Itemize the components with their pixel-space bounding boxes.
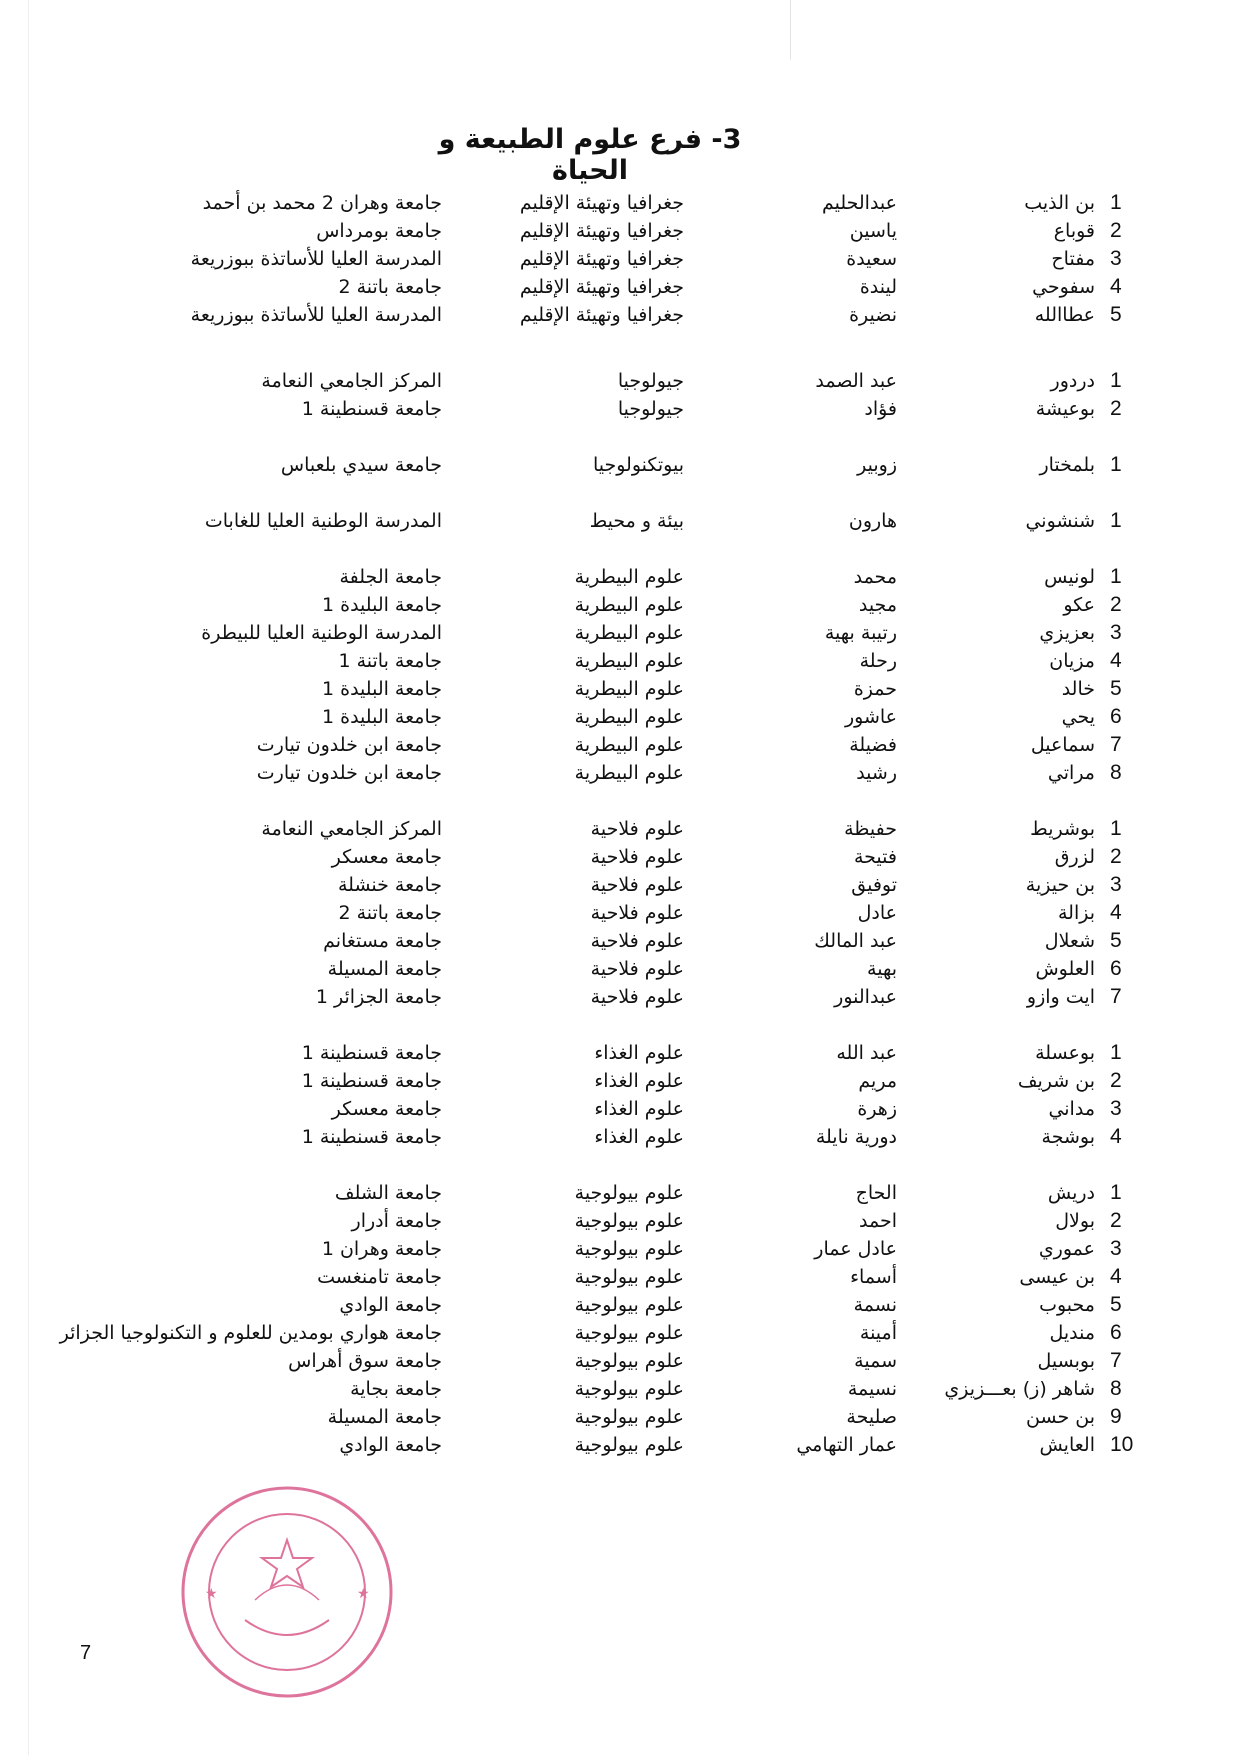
institution: جامعة المسيلة bbox=[327, 958, 442, 980]
scan-fold-line bbox=[790, 0, 791, 60]
first-name: عمار التهامي bbox=[796, 1434, 897, 1456]
institution: جامعة ابن خلدون تيارت bbox=[256, 734, 442, 756]
specialty: علوم الغذاء bbox=[594, 1126, 684, 1148]
last-name: بلمختار bbox=[1039, 454, 1095, 476]
specialty: علوم بيولوجية bbox=[574, 1434, 684, 1456]
table-row bbox=[0, 272, 1240, 302]
row-number: 1 bbox=[1110, 509, 1122, 532]
institution: جامعة البليدة 1 bbox=[322, 706, 442, 728]
institution: جامعة باتنة 2 bbox=[338, 902, 442, 924]
institution: جامعة وهران 1 bbox=[321, 1238, 442, 1260]
institution: المدرسة الوطنية العليا للغابات bbox=[204, 510, 442, 532]
institution: جامعة البليدة 1 bbox=[322, 594, 442, 616]
last-name: بولال bbox=[1055, 1210, 1095, 1232]
first-name: أمينة bbox=[859, 1322, 897, 1344]
official-stamp-icon bbox=[175, 1480, 400, 1705]
specialty: علوم الغذاء bbox=[594, 1070, 684, 1092]
specialty: علوم بيولوجية bbox=[574, 1294, 684, 1316]
row-number: 2 bbox=[1110, 219, 1122, 242]
table-row bbox=[0, 1122, 1240, 1152]
institution: جامعة الوادي bbox=[339, 1434, 442, 1456]
first-name: الحاج bbox=[855, 1182, 897, 1204]
specialty: علوم البيطرية bbox=[574, 622, 684, 644]
table-row bbox=[0, 590, 1240, 620]
row-number: 5 bbox=[1110, 677, 1122, 700]
first-name: سمية bbox=[854, 1350, 897, 1372]
last-name: بعزيزي bbox=[1039, 622, 1095, 644]
row-number: 10 bbox=[1110, 1433, 1134, 1456]
institution: جامعة معسكر bbox=[331, 846, 442, 868]
row-number: 5 bbox=[1110, 303, 1122, 326]
table-row bbox=[0, 1262, 1240, 1292]
table-row bbox=[0, 1066, 1240, 1096]
last-name: بوعيشة bbox=[1035, 398, 1095, 420]
first-name: عبد الله bbox=[836, 1042, 897, 1064]
specialty: علوم الغذاء bbox=[594, 1042, 684, 1064]
specialty: علوم البيطرية bbox=[574, 706, 684, 728]
table-row bbox=[0, 1402, 1240, 1432]
row-number: 8 bbox=[1110, 1377, 1122, 1400]
table-row bbox=[0, 1346, 1240, 1376]
first-name: نسمة bbox=[853, 1294, 897, 1316]
last-name: شعلال bbox=[1044, 930, 1095, 952]
row-number: 4 bbox=[1110, 901, 1122, 924]
table-row bbox=[0, 1318, 1240, 1348]
specialty: جغرافيا وتهيئة الإقليم bbox=[519, 220, 684, 242]
table-row bbox=[0, 1206, 1240, 1236]
first-name: عادل bbox=[857, 902, 897, 924]
institution: جامعة سيدي بلعباس bbox=[280, 454, 442, 476]
last-name: مراتي bbox=[1047, 762, 1095, 784]
last-name: عطاالله bbox=[1034, 304, 1095, 326]
last-name: بوشجة bbox=[1041, 1126, 1095, 1148]
row-number: 3 bbox=[1110, 247, 1122, 270]
specialty: علوم فلاحية bbox=[590, 902, 684, 924]
row-number: 2 bbox=[1110, 1209, 1122, 1232]
row-number: 2 bbox=[1110, 397, 1122, 420]
last-name: دريش bbox=[1047, 1182, 1095, 1204]
first-name: محمد bbox=[853, 566, 897, 588]
last-name: دردور bbox=[1050, 370, 1095, 392]
institution: جامعة ابن خلدون تيارت bbox=[256, 762, 442, 784]
institution: المدرسة الوطنية العليا للبيطرة bbox=[201, 622, 442, 644]
institution: جامعة المسيلة bbox=[327, 1406, 442, 1428]
specialty: علوم البيطرية bbox=[574, 650, 684, 672]
row-number: 4 bbox=[1110, 1125, 1122, 1148]
first-name: هارون bbox=[848, 510, 897, 532]
last-name: يحي bbox=[1061, 706, 1095, 728]
section-title: 3- فرع علوم الطبيعة و الحياة bbox=[438, 124, 742, 186]
specialty: علوم فلاحية bbox=[590, 846, 684, 868]
table-row bbox=[0, 188, 1240, 218]
table-row bbox=[0, 1178, 1240, 1208]
table-row bbox=[0, 366, 1240, 396]
last-name: قوباع bbox=[1053, 220, 1095, 242]
table-row bbox=[0, 562, 1240, 592]
institution: جامعة قسنطينة 1 bbox=[301, 1070, 442, 1092]
table-row bbox=[0, 674, 1240, 704]
institution: جامعة سوق أهراس bbox=[288, 1350, 442, 1372]
last-name: بوعسلة bbox=[1035, 1042, 1095, 1064]
first-name: رحلة bbox=[859, 650, 897, 672]
row-number: 6 bbox=[1110, 1321, 1122, 1344]
first-name: عبدالنور bbox=[834, 986, 897, 1008]
first-name: ياسين bbox=[849, 220, 897, 242]
last-name: بن شريف bbox=[1017, 1070, 1095, 1092]
last-name: بزالة bbox=[1057, 902, 1095, 924]
row-number: 1 bbox=[1110, 369, 1122, 392]
row-number: 3 bbox=[1110, 1237, 1122, 1260]
institution: جامعة الجلفة bbox=[339, 566, 442, 588]
specialty: علوم فلاحية bbox=[590, 818, 684, 840]
specialty: جغرافيا وتهيئة الإقليم bbox=[519, 276, 684, 298]
last-name: عموري bbox=[1038, 1238, 1095, 1260]
institution: جامعة باتنة 1 bbox=[338, 650, 442, 672]
row-number: 3 bbox=[1110, 873, 1122, 896]
first-name: فتيحة bbox=[853, 846, 897, 868]
row-number: 6 bbox=[1110, 957, 1122, 980]
row-number: 7 bbox=[1110, 985, 1122, 1008]
institution: جامعة معسكر bbox=[331, 1098, 442, 1120]
first-name: عبد المالك bbox=[814, 930, 897, 952]
first-name: احمد bbox=[859, 1210, 897, 1232]
first-name: دورية نايلة bbox=[815, 1126, 897, 1148]
last-name: مفتاح bbox=[1051, 248, 1095, 270]
table-row bbox=[0, 954, 1240, 984]
row-number: 4 bbox=[1110, 275, 1122, 298]
last-name: مداني bbox=[1048, 1098, 1095, 1120]
table-row bbox=[0, 1430, 1240, 1460]
first-name: زهرة bbox=[857, 1098, 897, 1120]
specialty: جغرافيا وتهيئة الإقليم bbox=[519, 192, 684, 214]
last-name: سفوحي bbox=[1032, 276, 1095, 298]
last-name: بوشريط bbox=[1030, 818, 1095, 840]
row-number: 1 bbox=[1110, 1181, 1122, 1204]
specialty: علوم البيطرية bbox=[574, 594, 684, 616]
row-number: 6 bbox=[1110, 705, 1122, 728]
first-name: عاشور bbox=[844, 706, 897, 728]
specialty: علوم البيطرية bbox=[574, 762, 684, 784]
last-name: سماعيل bbox=[1030, 734, 1095, 756]
institution: جامعة بومرداس bbox=[316, 220, 442, 242]
first-name: فضيلة bbox=[849, 734, 897, 756]
row-number: 8 bbox=[1110, 761, 1122, 784]
row-number: 1 bbox=[1110, 565, 1122, 588]
last-name: بن حسن bbox=[1026, 1406, 1095, 1428]
last-name: شاهر (ز) بعـــزيزي bbox=[944, 1378, 1095, 1400]
institution: جامعة خنشلة bbox=[337, 874, 442, 896]
institution: جامعة تامنغست bbox=[317, 1266, 442, 1288]
first-name: رشيد bbox=[856, 762, 897, 784]
row-number: 4 bbox=[1110, 1265, 1122, 1288]
institution: جامعة البليدة 1 bbox=[322, 678, 442, 700]
row-number: 5 bbox=[1110, 1293, 1122, 1316]
first-name: زوبير bbox=[857, 454, 897, 476]
institution: المركز الجامعي النعامة bbox=[261, 818, 442, 840]
row-number: 2 bbox=[1110, 845, 1122, 868]
specialty: جيولوجيا bbox=[617, 370, 684, 392]
institution: جامعة باتنة 2 bbox=[338, 276, 442, 298]
specialty: علوم البيطرية bbox=[574, 566, 684, 588]
row-number: 1 bbox=[1110, 191, 1122, 214]
row-number: 5 bbox=[1110, 929, 1122, 952]
table-row bbox=[0, 842, 1240, 872]
last-name: بن عيسى bbox=[1019, 1266, 1095, 1288]
table-row bbox=[0, 1234, 1240, 1264]
institution: المدرسة العليا للأساتذة ببوزريعة bbox=[190, 248, 442, 270]
table-row bbox=[0, 1290, 1240, 1320]
specialty: جيولوجيا bbox=[617, 398, 684, 420]
row-number: 1 bbox=[1110, 817, 1122, 840]
table-row bbox=[0, 758, 1240, 788]
table-row bbox=[0, 244, 1240, 274]
first-name: عبد الصمد bbox=[815, 370, 897, 392]
specialty: علوم بيولوجية bbox=[574, 1210, 684, 1232]
specialty: بيوتكنولوجيا bbox=[592, 454, 684, 476]
institution: جامعة الشلف bbox=[334, 1182, 442, 1204]
institution: جامعة قسنطينة 1 bbox=[301, 1126, 442, 1148]
last-name: العلوش bbox=[1035, 958, 1095, 980]
last-name: خالد bbox=[1061, 678, 1095, 700]
last-name: لزرق bbox=[1054, 846, 1095, 868]
svg-text:★: ★ bbox=[205, 1586, 218, 1602]
page-number: 7 bbox=[80, 1642, 92, 1664]
institution: جامعة مستغانم bbox=[323, 930, 442, 952]
first-name: عبدالحليم bbox=[821, 192, 897, 214]
specialty: علوم بيولوجية bbox=[574, 1266, 684, 1288]
specialty: علوم بيولوجية bbox=[574, 1322, 684, 1344]
first-name: توفيق bbox=[851, 874, 897, 896]
specialty: علوم البيطرية bbox=[574, 734, 684, 756]
specialty: جغرافيا وتهيئة الإقليم bbox=[519, 248, 684, 270]
institution: جامعة هواري بومدين للعلوم و التكنولوجيا الجزائر bbox=[59, 1322, 442, 1344]
row-number: 9 bbox=[1110, 1405, 1122, 1428]
first-name: نسيمة bbox=[847, 1378, 897, 1400]
last-name: ايت وازو bbox=[1026, 986, 1095, 1008]
institution: المدرسة العليا للأساتذة ببوزريعة bbox=[190, 304, 442, 326]
table-row bbox=[0, 702, 1240, 732]
first-name: سعيدة bbox=[846, 248, 897, 270]
row-number: 2 bbox=[1110, 593, 1122, 616]
specialty: بيئة و محيط bbox=[589, 510, 684, 532]
table-row bbox=[0, 1374, 1240, 1404]
institution: جامعة قسنطينة 1 bbox=[301, 398, 442, 420]
first-name: حفيظة bbox=[844, 818, 897, 840]
specialty: علوم فلاحية bbox=[590, 958, 684, 980]
row-number: 1 bbox=[1110, 1041, 1122, 1064]
table-row bbox=[0, 506, 1240, 536]
last-name: بوبسيل bbox=[1037, 1350, 1095, 1372]
first-name: حمزة bbox=[853, 678, 897, 700]
specialty: جغرافيا وتهيئة الإقليم bbox=[519, 304, 684, 326]
institution: جامعة أدرار bbox=[351, 1210, 442, 1232]
specialty: علوم بيولوجية bbox=[574, 1182, 684, 1204]
row-number: 3 bbox=[1110, 1097, 1122, 1120]
row-number: 7 bbox=[1110, 733, 1122, 756]
first-name: ليندة bbox=[859, 276, 897, 298]
table-row bbox=[0, 982, 1240, 1012]
row-number: 1 bbox=[1110, 453, 1122, 476]
specialty: علوم فلاحية bbox=[590, 986, 684, 1008]
specialty: علوم بيولوجية bbox=[574, 1378, 684, 1400]
last-name: مزيان bbox=[1049, 650, 1095, 672]
table-row bbox=[0, 898, 1240, 928]
last-name: بن الذيب bbox=[1024, 192, 1095, 214]
specialty: علوم الغذاء bbox=[594, 1098, 684, 1120]
institution: جامعة الوادي bbox=[339, 1294, 442, 1316]
last-name: العايش bbox=[1039, 1434, 1095, 1456]
last-name: شنشوني bbox=[1025, 510, 1095, 532]
institution: جامعة الجزائر 1 bbox=[315, 986, 442, 1008]
specialty: علوم فلاحية bbox=[590, 930, 684, 952]
last-name: منديل bbox=[1049, 1322, 1095, 1344]
institution: جامعة وهران 2 محمد بن أحمد bbox=[202, 192, 442, 214]
table-row bbox=[0, 216, 1240, 246]
last-name: عكو bbox=[1063, 594, 1095, 616]
specialty: علوم بيولوجية bbox=[574, 1238, 684, 1260]
institution: جامعة قسنطينة 1 bbox=[301, 1042, 442, 1064]
row-number: 7 bbox=[1110, 1349, 1122, 1372]
first-name: مجيد bbox=[858, 594, 897, 616]
specialty: علوم بيولوجية bbox=[574, 1406, 684, 1428]
first-name: أسماء bbox=[850, 1266, 897, 1288]
first-name: نضيرة bbox=[849, 304, 897, 326]
first-name: بهية bbox=[867, 958, 897, 980]
specialty: علوم البيطرية bbox=[574, 678, 684, 700]
table-row bbox=[0, 1094, 1240, 1124]
first-name: عادل عمار bbox=[814, 1238, 897, 1260]
last-name: محبوب bbox=[1039, 1294, 1095, 1316]
table-row bbox=[0, 394, 1240, 424]
table-row bbox=[0, 618, 1240, 648]
table-row bbox=[0, 450, 1240, 480]
first-name: رتيبة بهية bbox=[824, 622, 897, 644]
first-name: صليحة bbox=[846, 1406, 897, 1428]
row-number: 3 bbox=[1110, 621, 1122, 644]
last-name: لونيس bbox=[1044, 566, 1095, 588]
table-row bbox=[0, 730, 1240, 760]
table-row bbox=[0, 870, 1240, 900]
table-row bbox=[0, 300, 1240, 330]
institution: المركز الجامعي النعامة bbox=[261, 370, 442, 392]
institution: جامعة بجاية bbox=[350, 1378, 442, 1400]
specialty: علوم فلاحية bbox=[590, 874, 684, 896]
specialty: علوم بيولوجية bbox=[574, 1350, 684, 1372]
table-row bbox=[0, 814, 1240, 844]
last-name: بن حيزية bbox=[1025, 874, 1095, 896]
table-row bbox=[0, 1038, 1240, 1068]
table-row bbox=[0, 646, 1240, 676]
first-name: مريم bbox=[858, 1070, 897, 1092]
row-number: 2 bbox=[1110, 1069, 1122, 1092]
first-name: فؤاد bbox=[864, 398, 897, 420]
svg-text:★: ★ bbox=[357, 1586, 370, 1602]
row-number: 4 bbox=[1110, 649, 1122, 672]
table-row bbox=[0, 926, 1240, 956]
